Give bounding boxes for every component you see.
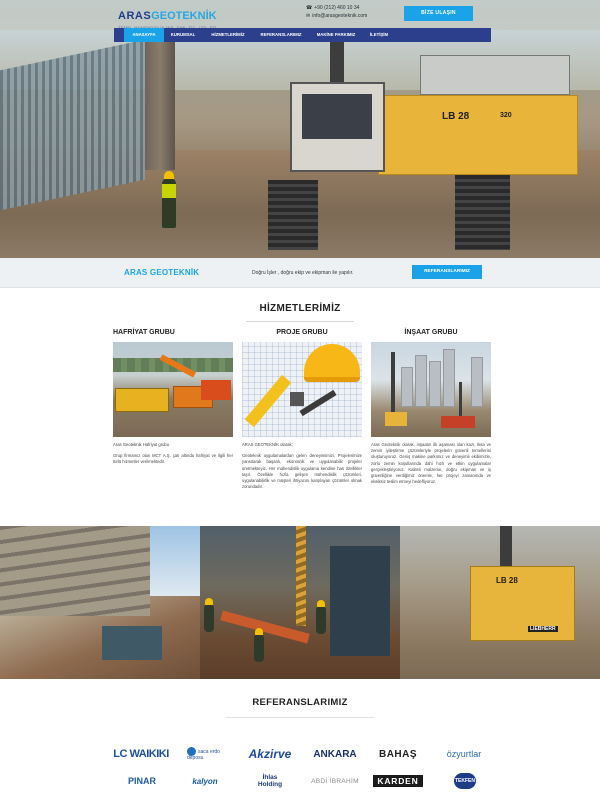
- promo-banner: [0, 258, 600, 288]
- main-navbar: [114, 28, 491, 42]
- reference-logo-text: ABDİ İBRAHİM: [311, 777, 359, 785]
- gallery-brand-label: LIEBHERR: [530, 626, 556, 632]
- services-title: HİZMETLERİMİZ: [259, 303, 341, 314]
- hero-worker-vest: [162, 184, 176, 198]
- reference-logo-text: İhlas Holding: [257, 774, 283, 788]
- email-row[interactable]: [306, 12, 367, 20]
- reference-logo-text: LC WAIKIKI: [113, 748, 169, 760]
- gallery-photo-1[interactable]: [0, 526, 200, 679]
- nav-item-contact[interactable]: İLETİŞİM: [369, 32, 389, 37]
- gallery-photo-2[interactable]: [200, 526, 400, 679]
- hero-rig-body: [378, 95, 578, 175]
- reference-logo-text: ANKARA: [313, 748, 357, 760]
- image-building: [401, 367, 413, 407]
- service-heading: PROJE GRUBU: [276, 329, 328, 336]
- reference-logo-text: kalyon: [192, 776, 218, 786]
- image-building: [443, 349, 455, 407]
- nav-item-services[interactable]: HİZMETLERİMİZ: [211, 32, 245, 37]
- reference-logo-text: KARDEN: [373, 775, 422, 787]
- image-building: [415, 355, 427, 407]
- gallery-machine: [102, 626, 162, 660]
- banner-title: ARAS GEOTEKNİK: [124, 268, 200, 277]
- reference-logo-ankara[interactable]: [306, 745, 364, 763]
- reference-logo-kalyon[interactable]: [184, 772, 226, 790]
- photo-gallery: [0, 526, 600, 679]
- hero-rig-cab: [290, 82, 385, 172]
- gallery-worker: [254, 634, 264, 662]
- reference-logo-text: PINAR: [127, 776, 156, 786]
- gallery-rig-mast: [500, 526, 512, 566]
- service-text: Grup firmamız olan MCT A.Ş. çatı altında hafriyat ve ilgili her türlü hizmetler verilmektedir.: [113, 453, 233, 465]
- reference-logo-ihlas[interactable]: [250, 770, 290, 792]
- banner-tagline: Doğru İşler , doğru ekip ve ekipman ile yapılır.: [252, 270, 354, 276]
- contact-us-button[interactable]: BİZE ULAŞIN: [404, 6, 473, 21]
- reference-logo-tekfen[interactable]: [452, 772, 478, 790]
- service-caption: Aras Geoteknik Hafriyat grubu: [113, 442, 170, 447]
- phone-row[interactable]: [306, 4, 367, 12]
- references-title: REFERANSLARIMIZ: [252, 697, 348, 708]
- service-heading: İNŞAAT GRUBU: [404, 329, 458, 336]
- gallery-worker: [204, 604, 214, 632]
- logo-text-geoteknik: GEOTEKNİK: [151, 10, 217, 22]
- nav-item-machine-park[interactable]: MAKİNE PARKIMIZ: [316, 32, 356, 37]
- nav-item-about[interactable]: KURUMSAL: [170, 32, 196, 37]
- hero-rig-window: [302, 94, 372, 139]
- hero-track-left: [268, 180, 318, 250]
- service-card-insaat[interactable]: [371, 329, 491, 485]
- image-building: [429, 361, 441, 407]
- hero-track-right: [455, 175, 510, 250]
- contact-info: [306, 4, 367, 20]
- services-underline: [246, 321, 354, 322]
- hero-machine-sub: 320: [500, 112, 512, 119]
- reference-logo-pinar[interactable]: [122, 772, 162, 790]
- hero-section: [0, 0, 600, 258]
- service-card-hafriyat[interactable]: [113, 329, 233, 466]
- references-button[interactable]: REFERANSLARIMIZ: [412, 265, 482, 279]
- service-card-proje[interactable]: [242, 329, 362, 490]
- mail-icon: ✉: [306, 13, 311, 19]
- reference-logo-ozyurtlar[interactable]: [434, 745, 494, 763]
- reference-logo-karden[interactable]: [370, 772, 426, 790]
- reference-logo-abdi-ibrahim[interactable]: [306, 772, 364, 790]
- top-bar: [0, 0, 600, 30]
- image-rig: [385, 412, 407, 426]
- hero-machine-label: LB 28: [442, 111, 470, 122]
- image-truck-2: [201, 380, 231, 400]
- gallery-photo-3[interactable]: [400, 526, 600, 679]
- reference-logo-saca[interactable]: [187, 745, 227, 763]
- reference-logo-text: özyurtlar: [446, 749, 482, 759]
- site-logo[interactable]: [118, 6, 218, 28]
- logo-text-aras: ARAS: [118, 10, 152, 22]
- service-image-insaat[interactable]: [371, 342, 491, 437]
- image-truck: [441, 416, 475, 428]
- service-image-proje[interactable]: [242, 342, 362, 437]
- reference-logo-text: saca erdo deposu: [187, 748, 220, 761]
- email-text: info@arasgeoteknik.com: [312, 13, 368, 19]
- gallery-machine: [330, 546, 390, 656]
- service-heading: HAFRİYAT GRUBU: [113, 329, 175, 336]
- nav-item-home[interactable]: ANASAYFA: [124, 28, 164, 42]
- phone-text: +90 (212) 460 10 34: [314, 5, 360, 11]
- gallery-machine-label: LB 28: [496, 576, 518, 585]
- hero-worker: [162, 178, 176, 228]
- reference-logo-text: Akzirve: [248, 747, 292, 761]
- gallery-worker: [316, 606, 326, 634]
- gallery-retaining-wall: [0, 526, 150, 616]
- hammer-head: [290, 392, 304, 406]
- service-image-hafriyat[interactable]: [113, 342, 233, 437]
- gallery-rig-body: [470, 566, 575, 641]
- reference-logo-text: BAHAŞ: [378, 748, 418, 760]
- image-building: [471, 357, 483, 407]
- reference-logo-text: TEKFEN: [454, 773, 476, 789]
- nav-item-references[interactable]: REFERANSLARIMIZ: [260, 32, 302, 37]
- service-text: Aras Geoteknik olarak, inşaatın ilk aşaması olan kazı, iksa ve zemin iyileştirme çözümleriyle projelerin güvenli temellerini oluşturuyoruz. Geniş makine parkımız ve deneyimli ekibimizle, zorlu zemin koşullarında dahi hızlı ve etkin uygulamalar gerçekleştiriyoruz. Kaliteli malzeme, doğru ekipman ve iş güvenliğine verdiğimiz önemle, her projeyi zamanında ve eksiksiz teslim etmeyi hedefliyoruz.: [371, 442, 491, 485]
- references-underline: [226, 717, 374, 718]
- reference-logo-bahas[interactable]: [372, 745, 424, 763]
- gallery-auger: [296, 526, 306, 626]
- hero-pile: [145, 40, 175, 170]
- hero-rig-top: [420, 55, 570, 95]
- phone-icon: ☎: [306, 5, 313, 11]
- image-truck: [115, 388, 169, 412]
- service-text: Geoteknik uygulamalardan gelen deneyimimizi, Projelerimize yansıtarak başarılı, ekonomik ve uygulanabilir projeler üretmekteyiz. Her mühendislik uygulama kendine has özellikler taşır. Özellikle hızla gelişen mühendislik çözümleri, uygulanabilirlik ve müşteri ihtiyacını karşılayan çözümler olmak zorundadır.: [242, 453, 362, 490]
- service-caption: ARAS GEOTEKNİK olarak;: [242, 442, 293, 447]
- reference-logo-lcwaikiki[interactable]: [112, 745, 170, 763]
- reference-logo-akzirve[interactable]: [240, 745, 300, 763]
